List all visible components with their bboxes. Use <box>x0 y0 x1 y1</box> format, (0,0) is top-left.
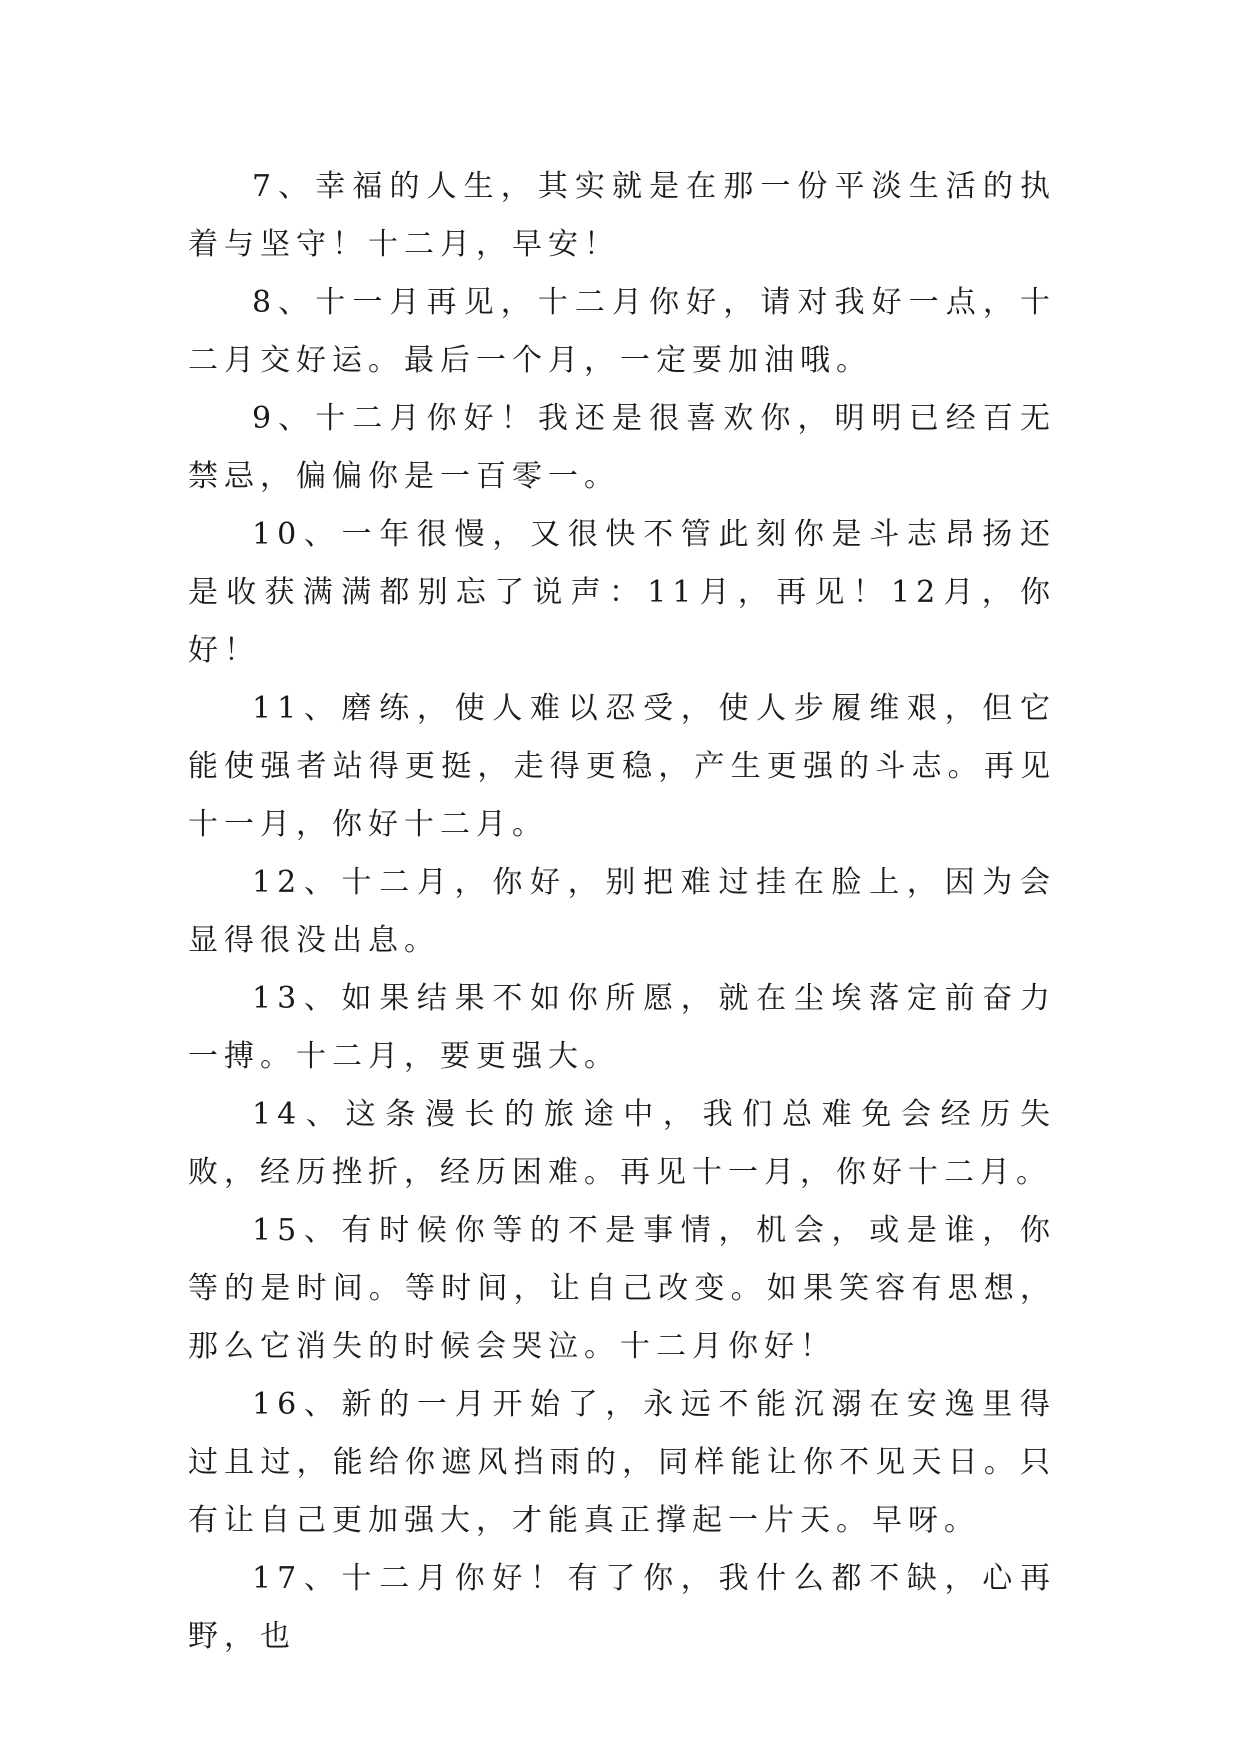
paragraph-10: 10、一年很慢，又很快不管此刻你是斗志昂扬还是收获满满都别忘了说声：11月，再见！12月，你好！ <box>188 517 1056 668</box>
paragraph-14: 14、这条漫长的旅途中，我们总难免会经历失败，经历挫折，经历困难。再见十一月，你好十二月。 <box>188 1097 1056 1190</box>
paragraph-12: 12、十二月，你好，别把难过挂在脸上，因为会显得很没出息。 <box>188 865 1056 958</box>
paragraph-15: 15、有时候你等的不是事情，机会，或是谁，你等的是时间。等时间，让自己改变。如果笑容有思想，那么它消失的时候会哭泣。十二月你好！ <box>188 1213 1056 1364</box>
paragraph-16: 16、新的一月开始了，永远不能沉溺在安逸里得过且过，能给你遮风挡雨的，同样能让你不见天日。只有让自己更加强大，才能真正撑起一片天。早呀。 <box>188 1387 1056 1538</box>
paragraph-13: 13、如果结果不如你所愿，就在尘埃落定前奋力一搏。十二月，要更强大。 <box>188 981 1056 1074</box>
paragraph-9: 9、十二月你好！我还是很喜欢你，明明已经百无禁忌，偏偏你是一百零一。 <box>188 401 1056 494</box>
paragraph-8: 8、十一月再见，十二月你好，请对我好一点，十二月交好运。最后一个月，一定要加油哦。 <box>188 285 1056 378</box>
paragraph-17: 17、十二月你好！有了你，我什么都不缺，心再野，也 <box>188 1561 1056 1654</box>
paragraph-11: 11、磨练，使人难以忍受，使人步履维艰，但它能使强者站得更挺，走得更稳，产生更强的斗志。再见十一月，你好十二月。 <box>188 691 1056 842</box>
paragraph-7: 7、幸福的人生，其实就是在那一份平淡生活的执着与坚守！十二月，早安！ <box>188 169 1056 262</box>
document-body <box>188 150 1056 1666</box>
